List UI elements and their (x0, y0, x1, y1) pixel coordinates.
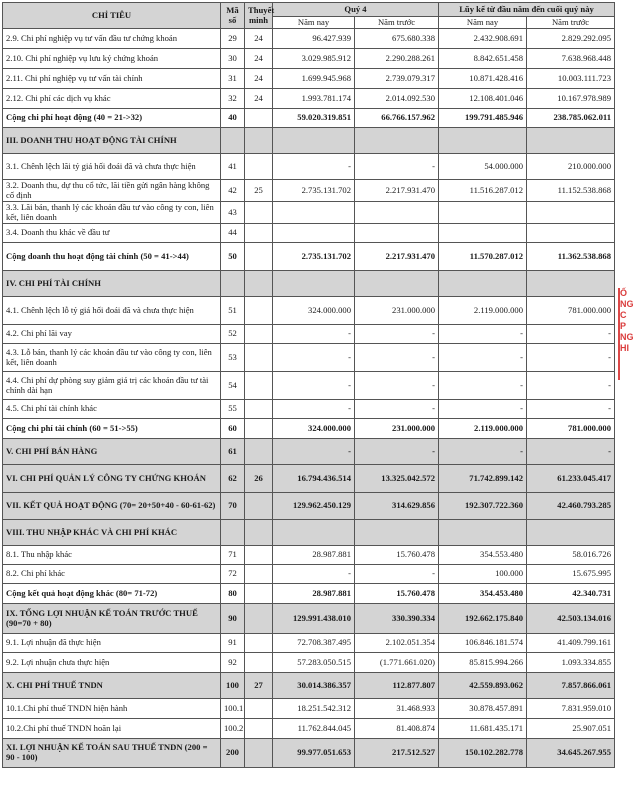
row-note (245, 439, 273, 465)
section-row (3, 673, 615, 699)
row-label: VII. KẾT QUẢ HOẠT ĐỘNG (70= 20+50+40 - 60-61-62) (3, 493, 221, 520)
header-code: Mã số (221, 3, 245, 29)
row-note (245, 565, 273, 584)
row-code: 42 (221, 180, 245, 202)
total-row (3, 109, 615, 128)
row-label: 9.2. Lợi nhuận chưa thực hiện (3, 653, 221, 673)
row-ytd-prev-year (527, 520, 615, 546)
header-q4-this-year: Năm nay (273, 17, 355, 29)
row-label: 8.2. Chi phí khác (3, 565, 221, 584)
row-code: 71 (221, 546, 245, 565)
row-q4-prev-year: - (355, 344, 439, 372)
row-q4-prev-year: - (355, 565, 439, 584)
row-q4-prev-year: - (355, 439, 439, 465)
row-label: Cộng chi phí hoạt động (40 = 21->32) (3, 109, 221, 128)
row-ytd-this-year: - (439, 439, 527, 465)
row-q4-this-year: 59.020.319.851 (273, 109, 355, 128)
header-ytd-this-year: Năm nay (439, 17, 527, 29)
row-ytd-this-year: 12.108.401.046 (439, 89, 527, 109)
row-code: 72 (221, 565, 245, 584)
row-code: 90 (221, 604, 245, 634)
row-q4-this-year: - (273, 154, 355, 180)
row-code: 100.1 (221, 699, 245, 719)
row-note (245, 419, 273, 439)
section-row (3, 271, 615, 297)
total-row (3, 419, 615, 439)
row-label: IV. CHI PHÍ TÀI CHÍNH (3, 271, 221, 297)
row-note: 25 (245, 180, 273, 202)
row-code (221, 520, 245, 546)
table-header (3, 3, 615, 29)
table-row (3, 297, 615, 325)
row-label: V. CHI PHÍ BÁN HÀNG (3, 439, 221, 465)
row-ytd-this-year: 199.791.485.946 (439, 109, 527, 128)
row-ytd-this-year: 85.815.994.266 (439, 653, 527, 673)
row-q4-prev-year: 217.512.527 (355, 739, 439, 768)
row-code: 91 (221, 634, 245, 653)
row-ytd-this-year: 71.742.899.142 (439, 465, 527, 493)
row-code: 50 (221, 243, 245, 271)
row-ytd-prev-year: 2.829.292.095 (527, 29, 615, 49)
row-label: 3.2. Doanh thu, dự thu cổ tức, lãi tiền gửi ngân hàng không cố định (3, 180, 221, 202)
row-code: 70 (221, 493, 245, 520)
row-code: 61 (221, 439, 245, 465)
row-code: 80 (221, 584, 245, 604)
row-q4-this-year: 1.993.781.174 (273, 89, 355, 109)
row-q4-this-year: - (273, 439, 355, 465)
row-label: 3.1. Chênh lệch lãi tỷ giá hối đoái đã và chưa thực hiện (3, 154, 221, 180)
row-ytd-prev-year: - (527, 400, 615, 419)
row-ytd-prev-year (527, 224, 615, 243)
row-q4-prev-year: (1.771.661.020) (355, 653, 439, 673)
row-code: 40 (221, 109, 245, 128)
row-ytd-prev-year: 238.785.062.011 (527, 109, 615, 128)
row-label: 4.2. Chi phí lãi vay (3, 325, 221, 344)
row-ytd-this-year: 106.846.181.574 (439, 634, 527, 653)
row-q4-this-year: 18.251.542.312 (273, 699, 355, 719)
row-ytd-this-year (439, 520, 527, 546)
row-ytd-prev-year: - (527, 325, 615, 344)
row-ytd-prev-year: 58.016.726 (527, 546, 615, 565)
row-q4-this-year: 28.987.881 (273, 584, 355, 604)
row-ytd-prev-year: 42.340.731 (527, 584, 615, 604)
table-row (3, 325, 615, 344)
row-ytd-prev-year (527, 128, 615, 154)
table-row (3, 180, 615, 202)
row-label: Cộng kết quả hoạt động khác (80= 71-72) (3, 584, 221, 604)
row-ytd-this-year: 11.681.435.171 (439, 719, 527, 739)
row-code: 100.2 (221, 719, 245, 739)
row-note (245, 344, 273, 372)
row-q4-prev-year: 231.000.000 (355, 297, 439, 325)
table-row (3, 719, 615, 739)
table-body (3, 29, 615, 768)
row-label: XI. LỢI NHUẬN KẾ TOÁN SAU THUẾ TNDN (200 = 90 - 100) (3, 739, 221, 768)
row-code: 29 (221, 29, 245, 49)
table-row (3, 29, 615, 49)
row-label: VIII. THU NHẬP KHÁC VÀ CHI PHÍ KHÁC (3, 520, 221, 546)
section-row (3, 465, 615, 493)
row-note (245, 128, 273, 154)
header-q4-prev-year: Năm trước (355, 17, 439, 29)
row-label: 2.9. Chi phí nghiệp vụ tư vấn đầu tư chứng khoán (3, 29, 221, 49)
row-ytd-this-year (439, 271, 527, 297)
row-ytd-this-year: - (439, 372, 527, 400)
row-ytd-prev-year: 210.000.000 (527, 154, 615, 180)
row-note (245, 154, 273, 180)
row-note (245, 297, 273, 325)
row-ytd-this-year: 354.553.480 (439, 546, 527, 565)
row-q4-prev-year (355, 224, 439, 243)
row-ytd-this-year: 354.453.480 (439, 584, 527, 604)
row-ytd-prev-year: 781.000.000 (527, 297, 615, 325)
row-ytd-prev-year: 10.167.978.989 (527, 89, 615, 109)
row-note: 24 (245, 69, 273, 89)
row-q4-prev-year (355, 271, 439, 297)
row-note: 24 (245, 89, 273, 109)
row-ytd-this-year (439, 202, 527, 224)
total-row (3, 243, 615, 271)
row-q4-this-year: 1.699.945.968 (273, 69, 355, 89)
row-note (245, 699, 273, 719)
row-note (245, 634, 273, 653)
row-label: IX. TỔNG LỢI NHUẬN KẾ TOÁN TRƯỚC THUẾ (90=70 + 80) (3, 604, 221, 634)
row-note: 26 (245, 465, 273, 493)
table-row (3, 224, 615, 243)
row-q4-this-year (273, 128, 355, 154)
row-note (245, 493, 273, 520)
row-label: 4.4. Chi phí dự phòng suy giảm giá trị các khoản đầu tư tài chính dài hạn (3, 372, 221, 400)
row-q4-prev-year: 13.325.042.572 (355, 465, 439, 493)
row-q4-this-year: 129.991.438.010 (273, 604, 355, 634)
table-row (3, 49, 615, 69)
row-note: 24 (245, 49, 273, 69)
row-ytd-this-year: 10.871.428.416 (439, 69, 527, 89)
row-q4-prev-year: 2.102.051.354 (355, 634, 439, 653)
table-row (3, 202, 615, 224)
row-ytd-prev-year: 15.675.995 (527, 565, 615, 584)
table-row (3, 565, 615, 584)
row-ytd-this-year: 192.307.722.360 (439, 493, 527, 520)
row-code: 30 (221, 49, 245, 69)
row-q4-this-year: 324.000.000 (273, 419, 355, 439)
row-label: 8.1. Thu nhập khác (3, 546, 221, 565)
section-row (3, 739, 615, 768)
row-q4-this-year (273, 271, 355, 297)
row-label: III. DOANH THU HOẠT ĐỘNG TÀI CHÍNH (3, 128, 221, 154)
row-ytd-this-year: - (439, 400, 527, 419)
row-note (245, 202, 273, 224)
row-q4-this-year: 28.987.881 (273, 546, 355, 565)
row-note (245, 584, 273, 604)
table-row (3, 154, 615, 180)
row-q4-this-year: 2.735.131.702 (273, 243, 355, 271)
row-q4-prev-year: 2.217.931.470 (355, 243, 439, 271)
row-note (245, 271, 273, 297)
row-q4-prev-year: 2.290.288.261 (355, 49, 439, 69)
income-statement-sheet (2, 2, 614, 787)
row-q4-prev-year: - (355, 372, 439, 400)
row-note (245, 653, 273, 673)
row-code: 43 (221, 202, 245, 224)
table-row (3, 372, 615, 400)
row-q4-prev-year: 2.217.931.470 (355, 180, 439, 202)
row-q4-prev-year: 112.877.807 (355, 673, 439, 699)
header-ytd-group: Lũy kế từ đầu năm đến cuối quý này (439, 3, 615, 17)
row-label: Cộng chi phí tài chính (60 = 51->55) (3, 419, 221, 439)
row-ytd-this-year: 100.000 (439, 565, 527, 584)
row-q4-prev-year: 314.629.856 (355, 493, 439, 520)
row-q4-this-year: 2.735.131.702 (273, 180, 355, 202)
row-ytd-prev-year: - (527, 372, 615, 400)
row-q4-this-year: - (273, 344, 355, 372)
table-row (3, 546, 615, 565)
row-note (245, 372, 273, 400)
row-label: Cộng doanh thu hoạt động tài chính (50 = 41->44) (3, 243, 221, 271)
row-ytd-this-year: - (439, 325, 527, 344)
row-label: 3.4. Doanh thu khác về đầu tư (3, 224, 221, 243)
row-code: 60 (221, 419, 245, 439)
row-ytd-prev-year: 41.409.799.161 (527, 634, 615, 653)
row-ytd-this-year: 11.570.287.012 (439, 243, 527, 271)
row-q4-prev-year: 66.766.157.962 (355, 109, 439, 128)
row-ytd-this-year: 11.516.287.012 (439, 180, 527, 202)
row-q4-this-year: 129.962.450.129 (273, 493, 355, 520)
row-note (245, 739, 273, 768)
row-label: 2.11. Chi phí nghiệp vụ tư vấn tài chính (3, 69, 221, 89)
row-q4-prev-year: 15.760.478 (355, 546, 439, 565)
row-ytd-this-year: - (439, 344, 527, 372)
row-q4-prev-year: 2.739.079.317 (355, 69, 439, 89)
row-q4-prev-year: 2.014.092.530 (355, 89, 439, 109)
section-row (3, 520, 615, 546)
table-row (3, 400, 615, 419)
section-row (3, 493, 615, 520)
row-note (245, 224, 273, 243)
row-ytd-prev-year: 7.857.866.061 (527, 673, 615, 699)
row-code: 32 (221, 89, 245, 109)
section-row (3, 604, 615, 634)
row-note (245, 520, 273, 546)
row-ytd-prev-year: 7.831.959.010 (527, 699, 615, 719)
row-note (245, 325, 273, 344)
table-row (3, 634, 615, 653)
row-ytd-prev-year: 1.093.334.855 (527, 653, 615, 673)
row-q4-this-year: 324.000.000 (273, 297, 355, 325)
row-ytd-this-year: 150.102.282.778 (439, 739, 527, 768)
row-code (221, 128, 245, 154)
row-ytd-prev-year: 11.362.538.868 (527, 243, 615, 271)
row-code: 31 (221, 69, 245, 89)
row-q4-prev-year: 330.390.334 (355, 604, 439, 634)
row-ytd-prev-year: 7.638.968.448 (527, 49, 615, 69)
row-ytd-prev-year: - (527, 344, 615, 372)
row-ytd-prev-year (527, 202, 615, 224)
row-label: 4.1. Chênh lệch lỗ tỷ giá hối đoái đã và chưa thực hiện (3, 297, 221, 325)
table-row (3, 653, 615, 673)
row-ytd-this-year: 54.000.000 (439, 154, 527, 180)
row-q4-this-year: 30.014.386.357 (273, 673, 355, 699)
row-ytd-prev-year: 61.233.045.417 (527, 465, 615, 493)
row-q4-this-year: 57.283.050.515 (273, 653, 355, 673)
row-q4-prev-year: - (355, 400, 439, 419)
row-ytd-prev-year: 34.645.267.955 (527, 739, 615, 768)
row-note (245, 400, 273, 419)
table-row (3, 89, 615, 109)
row-label: 4.3. Lỗ bán, thanh lý các khoản đầu tư vào công ty con, liên kết, liên doanh (3, 344, 221, 372)
row-q4-prev-year: 81.408.874 (355, 719, 439, 739)
company-seal-fragment: Ố NG C P NG HI (618, 288, 632, 380)
row-q4-this-year: 72.708.387.495 (273, 634, 355, 653)
header-indicator: CHỈ TIÊU (3, 3, 221, 29)
row-q4-this-year: 16.794.436.514 (273, 465, 355, 493)
row-q4-this-year: - (273, 325, 355, 344)
row-code: 100 (221, 673, 245, 699)
row-ytd-this-year: 2.119.000.000 (439, 297, 527, 325)
row-ytd-this-year: 192.662.175.840 (439, 604, 527, 634)
row-code: 52 (221, 325, 245, 344)
row-note (245, 243, 273, 271)
row-code (221, 271, 245, 297)
row-label: 4.5. Chi phí tài chính khác (3, 400, 221, 419)
header-q4-group: Quý 4 (273, 3, 439, 17)
row-q4-this-year: - (273, 565, 355, 584)
row-code: 41 (221, 154, 245, 180)
row-note (245, 604, 273, 634)
row-q4-this-year: - (273, 400, 355, 419)
row-note (245, 719, 273, 739)
row-label: 2.10. Chi phí nghiệp vụ lưu ký chứng khoán (3, 49, 221, 69)
table-row (3, 69, 615, 89)
row-ytd-this-year: 8.842.651.458 (439, 49, 527, 69)
row-ytd-prev-year: 42.503.134.016 (527, 604, 615, 634)
row-note: 24 (245, 29, 273, 49)
row-q4-this-year (273, 224, 355, 243)
row-q4-this-year: - (273, 372, 355, 400)
row-ytd-prev-year: - (527, 439, 615, 465)
table-row (3, 699, 615, 719)
row-q4-this-year: 96.427.939 (273, 29, 355, 49)
row-ytd-this-year: 30.878.457.891 (439, 699, 527, 719)
row-ytd-prev-year: 25.907.051 (527, 719, 615, 739)
row-ytd-prev-year: 11.152.538.868 (527, 180, 615, 202)
row-label: 9.1. Lợi nhuận đã thực hiện (3, 634, 221, 653)
row-q4-this-year: 3.029.985.912 (273, 49, 355, 69)
income-statement-table (2, 2, 615, 768)
row-ytd-this-year (439, 224, 527, 243)
row-ytd-this-year: 2.432.908.691 (439, 29, 527, 49)
row-q4-this-year: 99.977.051.653 (273, 739, 355, 768)
row-note (245, 109, 273, 128)
header-ytd-prev-year: Năm trước (527, 17, 615, 29)
row-q4-prev-year: - (355, 154, 439, 180)
total-row (3, 584, 615, 604)
row-ytd-prev-year: 781.000.000 (527, 419, 615, 439)
header-note: Thuyết minh (245, 3, 273, 29)
row-q4-prev-year: 15.760.478 (355, 584, 439, 604)
row-ytd-this-year: 42.559.893.062 (439, 673, 527, 699)
row-code: 53 (221, 344, 245, 372)
row-code: 54 (221, 372, 245, 400)
row-code: 55 (221, 400, 245, 419)
row-label: VI. CHI PHÍ QUẢN LÝ CÔNG TY CHỨNG KHOÁN (3, 465, 221, 493)
section-row (3, 128, 615, 154)
row-q4-prev-year (355, 520, 439, 546)
row-ytd-prev-year (527, 271, 615, 297)
row-ytd-this-year: 2.119.000.000 (439, 419, 527, 439)
row-q4-prev-year: 231.000.000 (355, 419, 439, 439)
row-ytd-prev-year: 42.460.793.285 (527, 493, 615, 520)
row-q4-this-year (273, 202, 355, 224)
row-q4-prev-year: 31.468.933 (355, 699, 439, 719)
row-q4-prev-year (355, 202, 439, 224)
row-note: 27 (245, 673, 273, 699)
row-q4-prev-year: 675.680.338 (355, 29, 439, 49)
row-code: 51 (221, 297, 245, 325)
row-code: 200 (221, 739, 245, 768)
row-code: 44 (221, 224, 245, 243)
row-ytd-prev-year: 10.003.111.723 (527, 69, 615, 89)
row-note (245, 546, 273, 565)
row-q4-prev-year (355, 128, 439, 154)
row-label: 2.12. Chi phí các dịch vụ khác (3, 89, 221, 109)
row-code: 92 (221, 653, 245, 673)
row-label: X. CHI PHÍ THUẾ TNDN (3, 673, 221, 699)
row-label: 10.2.Chi phí thuế TNDN hoãn lại (3, 719, 221, 739)
row-q4-this-year (273, 520, 355, 546)
row-q4-prev-year: - (355, 325, 439, 344)
row-ytd-this-year (439, 128, 527, 154)
row-label: 10.1.Chi phí thuế TNDN hiện hành (3, 699, 221, 719)
section-row (3, 439, 615, 465)
row-code: 62 (221, 465, 245, 493)
table-row (3, 344, 615, 372)
row-q4-this-year: 11.762.844.045 (273, 719, 355, 739)
row-label: 3.3. Lãi bán, thanh lý các khoản đầu tư vào công ty con, liên kết, liên doanh (3, 202, 221, 224)
